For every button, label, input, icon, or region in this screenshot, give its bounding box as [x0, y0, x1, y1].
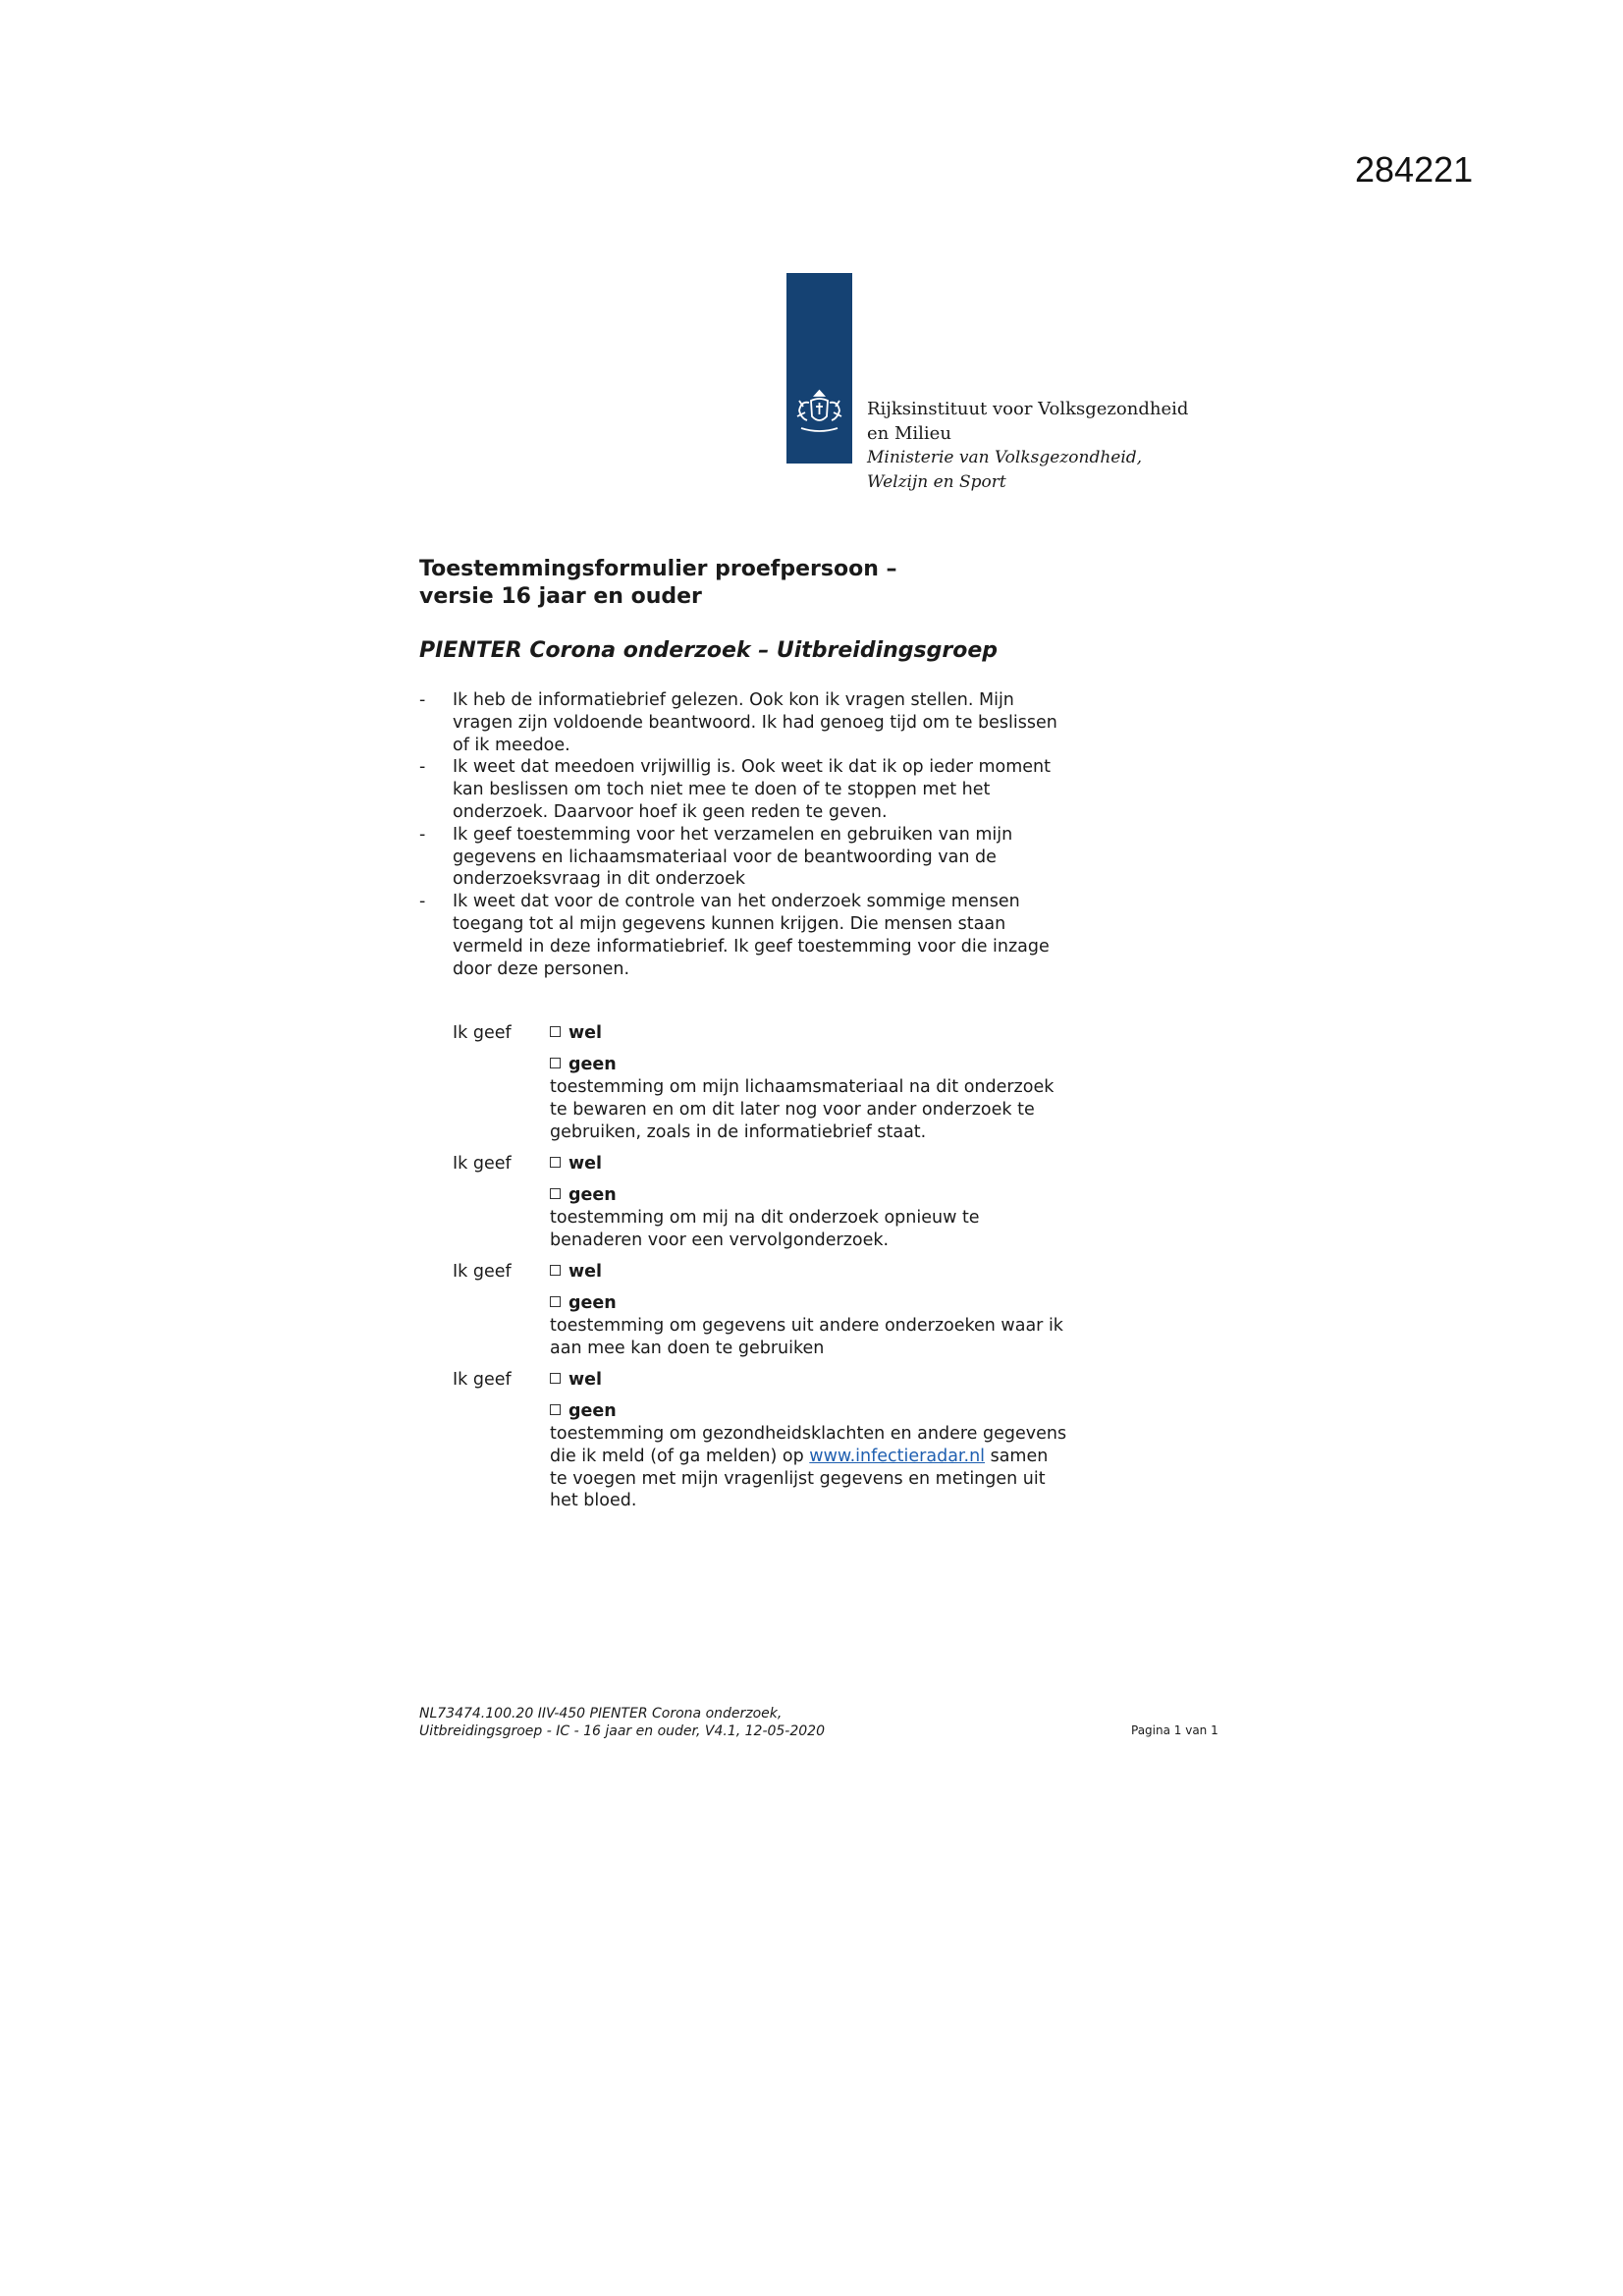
statement-line: toegang tot al mijn gegevens kunnen krijgen. Die mensen staan	[453, 913, 1006, 934]
consent-line: te voegen met mijn vragenlijst gegevens en metingen uit	[550, 1468, 1046, 1489]
consent-line: toestemming om mij na dit onderzoek opnieuw te	[550, 1208, 980, 1228]
checkbox-geen[interactable]	[550, 1184, 617, 1207]
consent-text	[550, 1315, 1119, 1360]
statement-line: door deze personen.	[453, 958, 630, 979]
checkbox-icon[interactable]	[550, 1188, 561, 1199]
logo-line: en Milieu	[867, 422, 951, 444]
option-label: geen	[568, 1401, 617, 1421]
checkbox-icon[interactable]	[550, 1265, 561, 1276]
checkbox-wel[interactable]	[550, 1261, 602, 1284]
consent-text	[550, 1076, 1119, 1143]
logo-line: Ministerie van Volksgezondheid,	[867, 448, 1143, 467]
footer-line: NL73474.100.20 IIV-450 PIENTER Corona onderzoek,	[419, 1706, 783, 1722]
statement-line: vermeld in deze informatiebrief. Ik geef toestemming voor die inzage	[453, 936, 1050, 957]
text-fragment: die ik meld (of ga melden) op	[550, 1446, 810, 1466]
option-label: wel	[568, 1262, 603, 1282]
page-subtitle: PIENTER Corona onderzoek – Uitbreidingsgroep	[419, 638, 999, 663]
checkbox-icon[interactable]	[550, 1026, 561, 1037]
consent-label: Ik geef	[453, 1262, 512, 1282]
bullet-dash: -	[419, 690, 426, 710]
checkbox-icon[interactable]	[550, 1296, 561, 1307]
statement-line: Ik weet dat voor de controle van het onderzoek sommige mensen	[453, 892, 1020, 912]
consent-line	[550, 1446, 1119, 1468]
list-item	[419, 891, 1126, 980]
page-title	[419, 556, 897, 611]
checkbox-wel[interactable]	[550, 1369, 602, 1392]
list-item	[419, 756, 1126, 823]
checkbox-icon[interactable]	[550, 1373, 561, 1384]
consent-line: toestemming om mijn lichaamsmateriaal na dit onderzoek	[550, 1077, 1055, 1097]
statement-line: gegevens en lichaamsmateriaal voor de beantwoording van de	[453, 847, 997, 867]
logo-bar	[786, 273, 852, 464]
footer-reference	[419, 1706, 825, 1740]
document-number: 284221	[1355, 149, 1474, 190]
checkbox-wel[interactable]	[550, 1153, 602, 1175]
logo-wordmark	[867, 398, 1188, 494]
logo-line: Rijksinstituut voor Volksgezondheid	[867, 399, 1189, 419]
list-item	[419, 689, 1126, 756]
checkbox-geen[interactable]	[550, 1292, 617, 1315]
checkbox-wel[interactable]	[550, 1022, 602, 1045]
consent-label: Ik geef	[453, 1370, 512, 1390]
option-label: wel	[568, 1154, 603, 1174]
consent-text	[550, 1423, 1119, 1512]
statement-line: Ik weet dat meedoen vrijwillig is. Ook weet ik dat ik op ieder moment	[453, 757, 1051, 778]
consent-line: benaderen voor een vervolgonderzoek.	[550, 1230, 890, 1250]
statement-line: kan beslissen om toch niet mee te doen of te stoppen met het	[453, 780, 991, 800]
footer-line: Uitbreidingsgroep - IC - 16 jaar en ouder, V4.1, 12-05-2020	[419, 1722, 825, 1739]
option-label: wel	[568, 1370, 603, 1390]
bullet-dash: -	[419, 757, 426, 778]
statement-list	[419, 689, 1126, 980]
option-label: geen	[568, 1293, 617, 1313]
option-label: geen	[568, 1055, 617, 1074]
option-label: geen	[568, 1185, 617, 1205]
checkbox-geen[interactable]	[550, 1054, 617, 1076]
coat-of-arms-icon	[793, 387, 845, 436]
checkbox-icon[interactable]	[550, 1157, 561, 1168]
bullet-dash: -	[419, 892, 426, 912]
consent-text	[550, 1207, 1119, 1252]
checkbox-geen[interactable]	[550, 1400, 617, 1423]
consent-label: Ik geef	[453, 1023, 512, 1043]
title-line: Toestemmingsformulier proefpersoon –	[419, 557, 897, 581]
statement-line: Ik geef toestemming voor het verzamelen en gebruiken van mijn	[453, 824, 1013, 845]
statement-line: of ik meedoe.	[453, 735, 570, 755]
statement-line: onderzoeksvraag in dit onderzoek	[453, 869, 746, 890]
option-label: wel	[568, 1023, 603, 1043]
bullet-dash: -	[419, 824, 426, 845]
consent-line: aan mee kan doen te gebruiken	[550, 1338, 825, 1358]
statement-line: Ik heb de informatiebrief gelezen. Ook kon ik vragen stellen. Mijn	[453, 690, 1014, 710]
title-line: versie 16 jaar en ouder	[419, 584, 702, 609]
text-fragment: samen	[985, 1446, 1049, 1466]
logo-line: Welzijn en Sport	[867, 471, 1006, 492]
statement-line: vragen zijn voldoende beantwoord. Ik had genoeg tijd om te beslissen	[453, 712, 1057, 733]
consent-line: toestemming om gegevens uit andere onderzoeken waar ik	[550, 1316, 1063, 1336]
consent-label: Ik geef	[453, 1154, 512, 1174]
infectieradar-link[interactable]: www.infectieradar.nl	[809, 1446, 986, 1466]
list-item	[419, 824, 1126, 891]
consent-line: gebruiken, zoals in de informatiebrief staat.	[550, 1121, 927, 1142]
checkbox-icon[interactable]	[550, 1058, 561, 1068]
page-number: Pagina 1 van 1	[1131, 1723, 1218, 1737]
checkbox-icon[interactable]	[550, 1404, 561, 1415]
consent-line: toestemming om gezondheidsklachten en andere gegevens	[550, 1424, 1067, 1444]
statement-line: onderzoek. Daarvoor hoef ik geen reden te geven.	[453, 801, 888, 822]
consent-line: te bewaren en om dit later nog voor ander onderzoek te	[550, 1099, 1035, 1120]
consent-line: het bloed.	[550, 1491, 637, 1511]
